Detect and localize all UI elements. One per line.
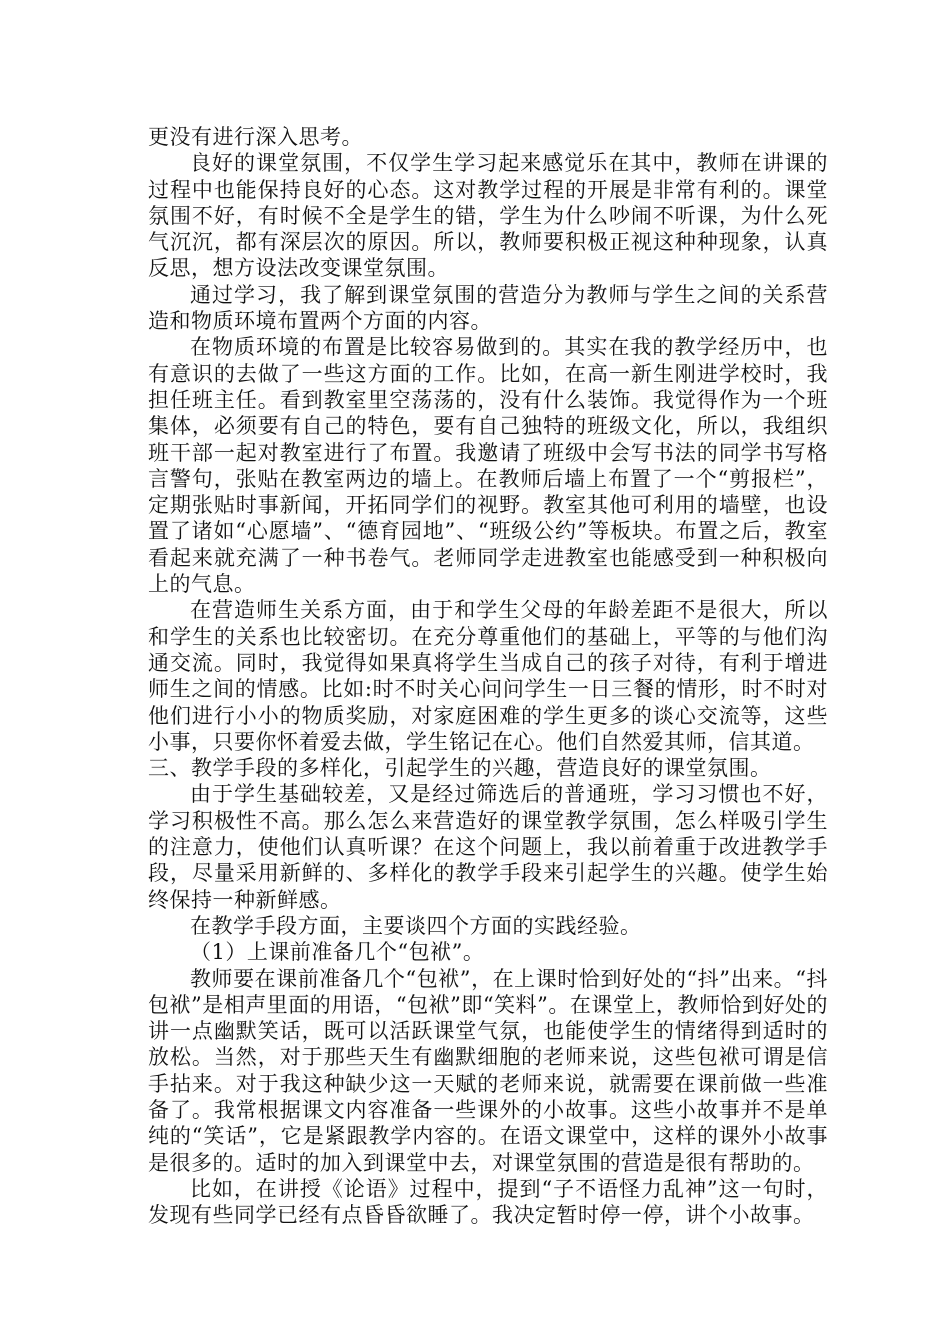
paragraph-student-basis: 由于学生基础较差，又是经过筛选后的普通班，学习习惯也不好，学习积极性不高。那么怎么来营造好的课堂教学氛围，怎么样吸引学生的注意力，使他们认真听课？在这个问题上，我以前着重于改进教学手段，尽量采用新鲜的、多样化的教学手段来引起学生的兴趣。使学生始终保持一种新鲜感。 — [148, 782, 828, 912]
paragraph-continuation: 更没有进行深入思考。 — [148, 125, 363, 149]
subheading-baofu: （1）上课前准备几个“包袱”。 — [190, 940, 485, 965]
paragraph-teacher-student-relation: 在营造师生关系方面，由于和学生父母的年龄差距不是很大，所以和学生的关系也比较密切。在充分尊重他们的基础上，平等的与他们沟通交流。同时，我觉得如果真将学生当成自己的孩子对待，有利于增进师生之间的情感。比如:时不时关心问问学生一日三餐的情形，时不时对他们进行小小的物质奖励，对家庭困难的学生更多的谈心交流等，这些小事，只要你怀着爱去做，学生铭记在心。他们自然爱其师，信其道。 — [148, 598, 828, 754]
paragraph-four-aspects: 在教学手段方面，主要谈四个方面的实践经验。 — [190, 913, 642, 938]
paragraph-through-learning: 通过学习，我了解到课堂氛围的营造分为教师与学生之间的关系营造和物质环境布置两个方面的内容。 — [148, 282, 828, 334]
paragraph-lunyu-example: 比如，在讲授《论语》过程中，提到“子不语怪力乱神”这一句时，发现有些同学已经有点昏昏欲睡了。我决定暂时停一停，讲个小故事。 — [148, 1176, 828, 1228]
body-text — [148, 124, 828, 1228]
paragraph-classroom-atmosphere: 良好的课堂氛围，不仅学生学习起来感觉乐在其中，教师在讲课的过程中也能保持良好的心态。这对教学过程的开展是非常有利的。课堂氛围不好，有时候不全是学生的错，学生为什么吵闹不听课，为什么死气沉沉，都有深层次的原因。所以，教师要积极正视这种种现象，认真反思，想方设法改变课堂氛围。 — [148, 151, 828, 281]
paragraph-physical-environment: 在物质环境的布置是比较容易做到的。其实在我的教学经历中，也有意识的去做了一些这方面的工作。比如，在高一新生刚进学校时，我担任班主任。看到教室里空荡荡的，没有什么装饰。我觉得作为一个班集体，必须要有自己的特色，要有自己独特的班级文化，所以，我组织班干部一起对教室进行了布置。我邀请了班级中会写书法的同学书写格言警句，张贴在教室两边的墙上。在教师后墙上布置了一个“剪报栏”，定期张贴时事新闻，开拓同学们的视野。教室其他可利用的墙壁，也设置了诸如“心愿墙”、“德育园地”、“班级公约”等板块。布置之后，教室看起来就充满了一种书卷气。老师同学走进教室也能感受到一种积极向上的气息。 — [148, 335, 828, 597]
paragraph-baofu-detail: 教师要在课前准备几个“包袱”，在上课时恰到好处的“抖”出来。“抖包袱”是相声里面的用语，“包袱”即“笑料”。在课堂上，教师恰到好处的讲一点幽默笑话，既可以活跃课堂气氛，也能使学生的情绪得到适时的放松。当然，对于那些天生有幽默细胞的老师来说，这些包袱可谓是信手拈来。对于我这种缺少这一天赋的老师来说，就需要在课前做一些准备了。我常根据课文内容准备一些课外的小故事。这些小故事并不是单纯的“笑话”，它是紧跟教学内容的。在语文课堂中，这样的课外小故事是很多的。适时的加入到课堂中去，对课堂氛围的营造是很有帮助的。 — [148, 966, 828, 1175]
section-heading-three: 三、教学手段的多样化，引起学生的兴趣，营造良好的课堂氛围。 — [148, 756, 772, 781]
